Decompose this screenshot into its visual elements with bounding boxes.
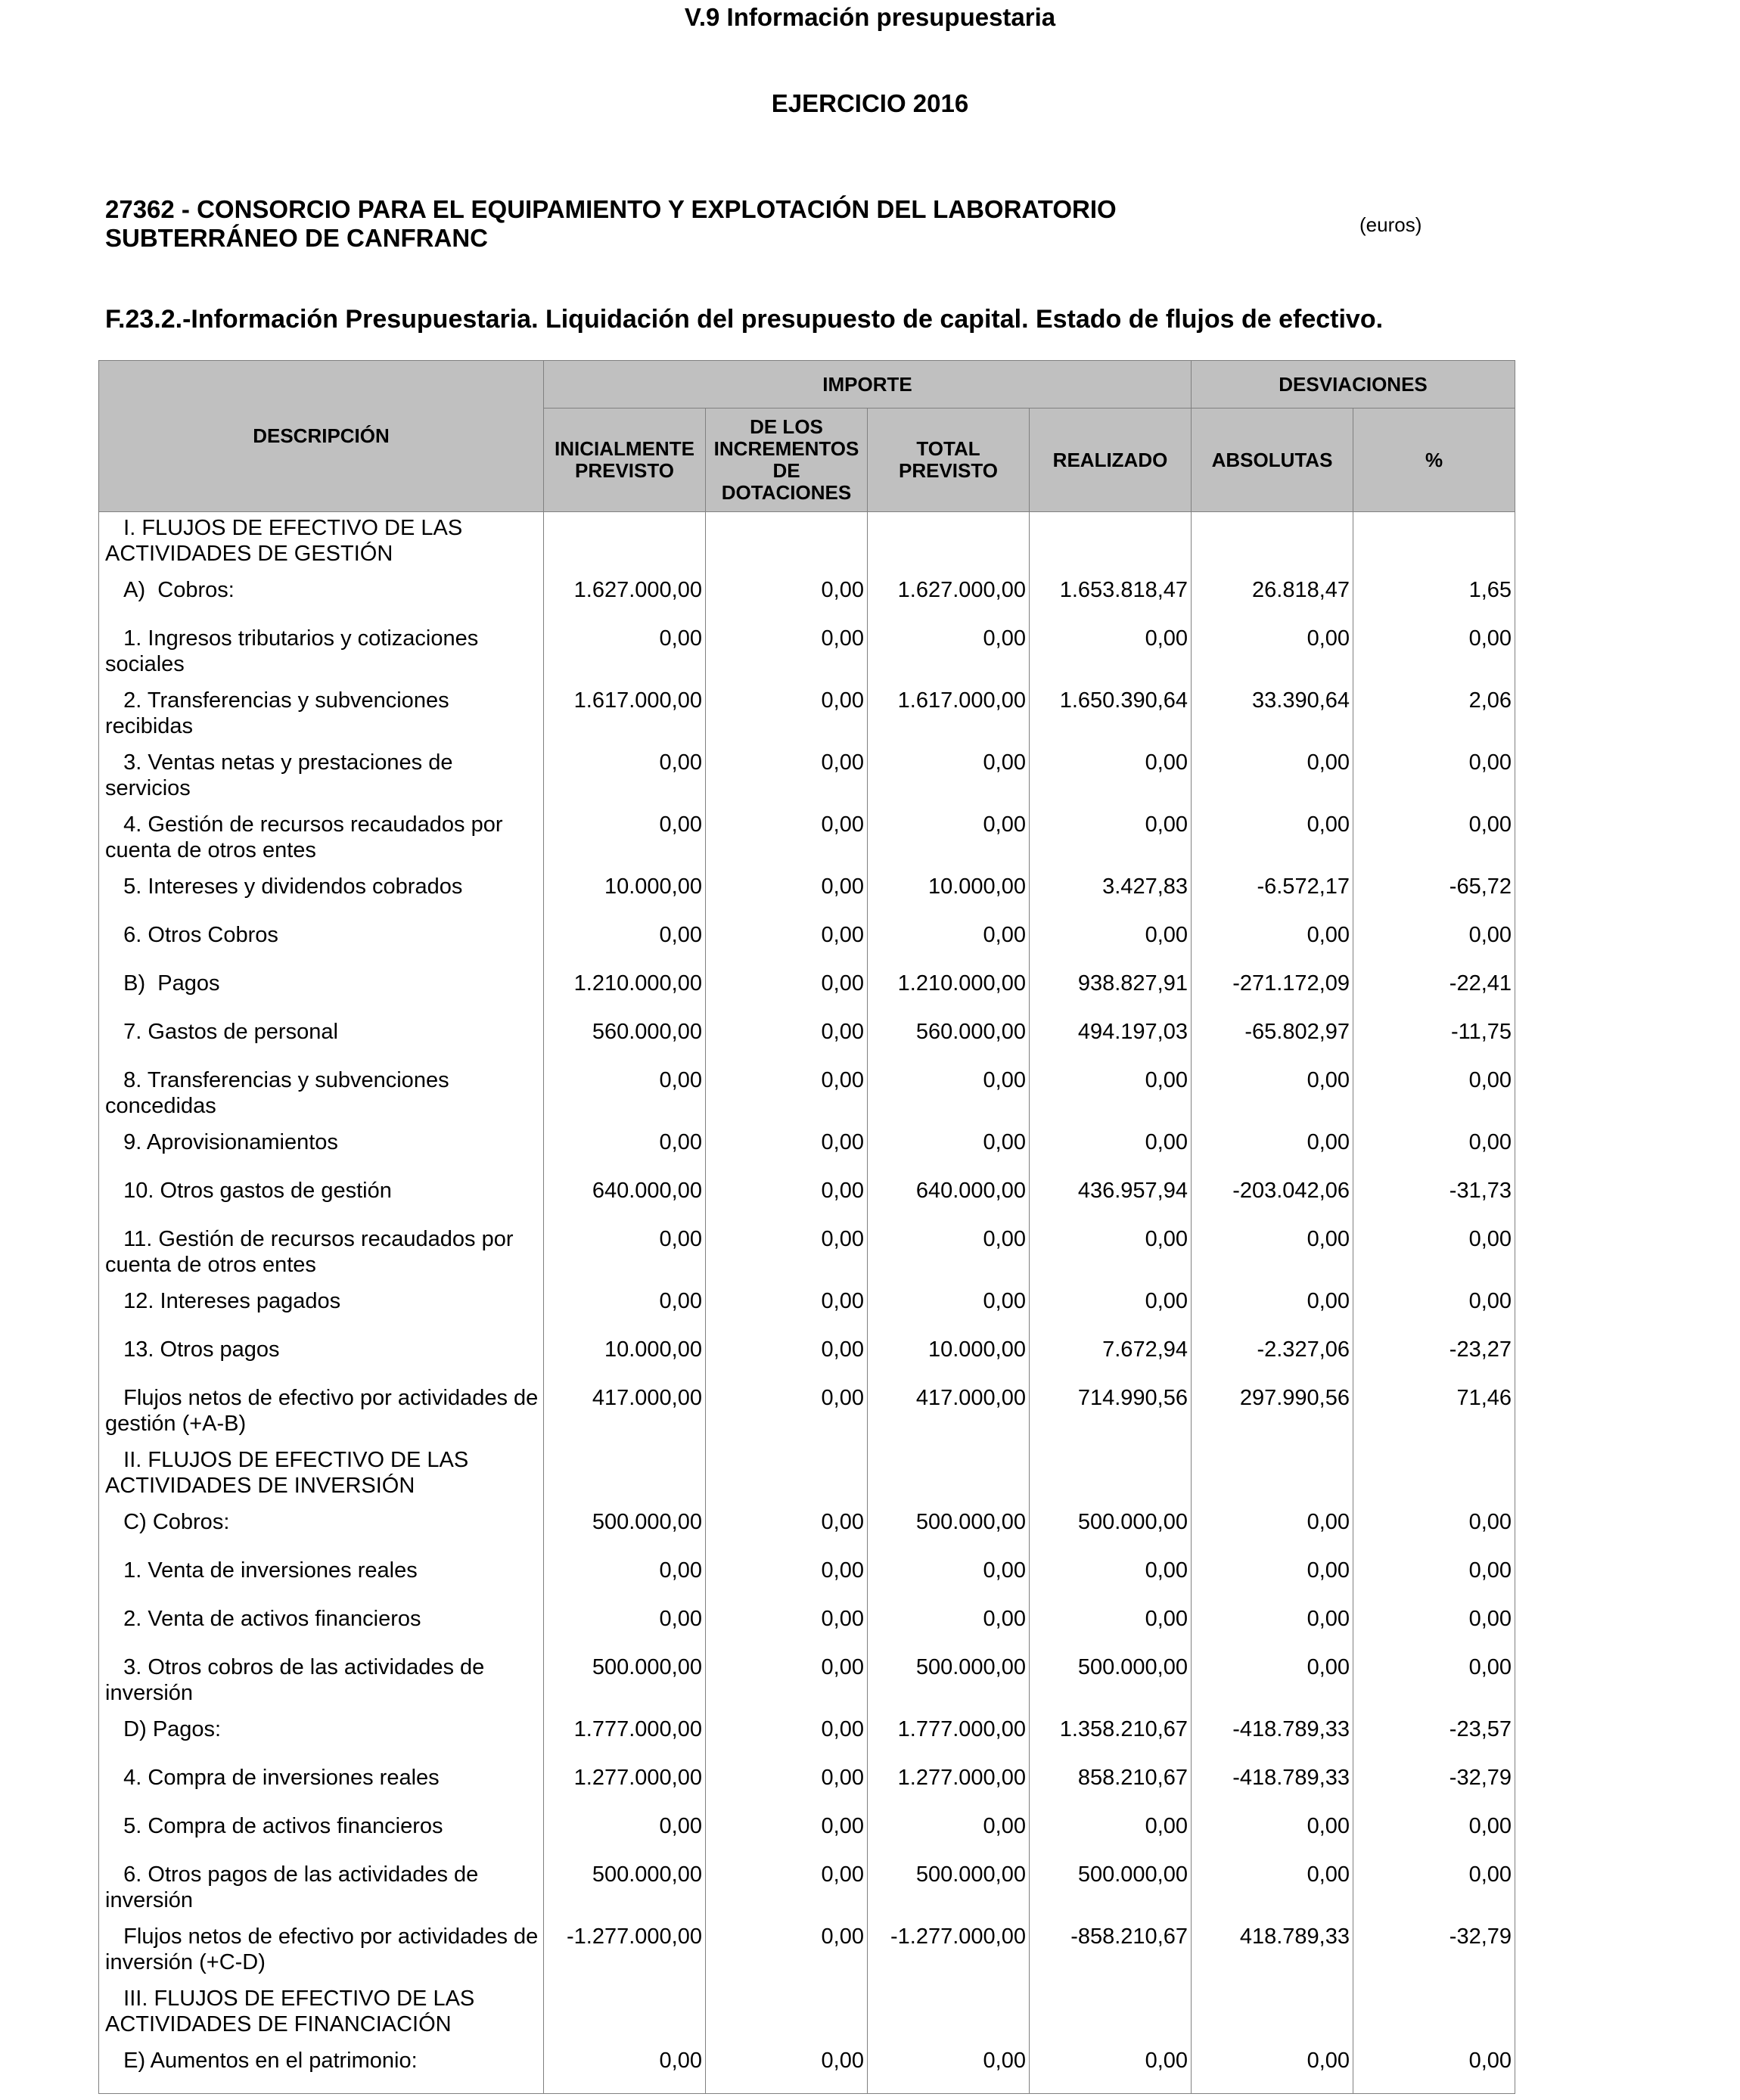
row-value: 0,00 — [544, 1285, 706, 1334]
row-value: 0,00 — [868, 1810, 1030, 1859]
row-value: 0,00 — [706, 1506, 868, 1555]
row-value: 0,00 — [868, 1285, 1030, 1334]
row-value: 938.827,91 — [1030, 968, 1192, 1016]
row-value: 858.210,67 — [1030, 1762, 1192, 1810]
col-inicialmente-previsto: INICIALMENTE PREVISTO — [544, 409, 706, 512]
units-label: (euros) — [1359, 213, 1422, 236]
row-value: -23,57 — [1353, 1713, 1515, 1762]
row-value: 0,00 — [706, 1334, 868, 1382]
table-row — [99, 1713, 1515, 1762]
row-value: 0,00 — [1192, 809, 1353, 871]
row-value: 0,00 — [706, 1810, 868, 1859]
row-value: 0,00 — [1030, 1555, 1192, 1603]
row-value: 0,00 — [1192, 1223, 1353, 1285]
table-row — [99, 1064, 1515, 1126]
row-label: E) Aumentos en el patrimonio: — [99, 2045, 544, 2094]
row-value: 1.277.000,00 — [868, 1762, 1030, 1810]
row-value: 71,46 — [1353, 1382, 1515, 1444]
row-value: 1.358.210,67 — [1030, 1713, 1192, 1762]
row-value — [868, 1983, 1030, 2045]
row-value: 2,06 — [1353, 685, 1515, 747]
row-value — [1030, 1444, 1192, 1506]
row-value — [1353, 512, 1515, 575]
row-value: 10.000,00 — [868, 871, 1030, 919]
row-label: 6. Otros Cobros — [99, 919, 544, 968]
row-value: 0,00 — [1353, 1651, 1515, 1713]
row-value: 0,00 — [544, 1603, 706, 1651]
row-label: 2. Venta de activos financieros — [99, 1603, 544, 1651]
table-row — [99, 809, 1515, 871]
row-value: 0,00 — [706, 1016, 868, 1064]
table-row — [99, 1555, 1515, 1603]
row-value: 1.777.000,00 — [868, 1713, 1030, 1762]
row-value: 500.000,00 — [868, 1651, 1030, 1713]
table-row — [99, 623, 1515, 685]
row-value: 0,00 — [706, 1859, 868, 1921]
row-value: 0,00 — [1353, 1064, 1515, 1126]
table-row — [99, 1810, 1515, 1859]
row-value: 0,00 — [868, 623, 1030, 685]
row-value — [1192, 512, 1353, 575]
table-row — [99, 2045, 1515, 2094]
row-value: 500.000,00 — [1030, 1651, 1192, 1713]
row-value: 418.789,33 — [1192, 1921, 1353, 1983]
row-value: 0,00 — [1192, 2045, 1353, 2094]
table-row — [99, 747, 1515, 809]
table-row — [99, 1651, 1515, 1713]
ejercicio-title: EJERCICIO 2016 — [771, 89, 969, 117]
row-value: 0,00 — [544, 1126, 706, 1175]
row-value: 0,00 — [706, 968, 868, 1016]
row-value: 0,00 — [1192, 1651, 1353, 1713]
table-body — [99, 512, 1515, 2094]
row-value: -858.210,67 — [1030, 1921, 1192, 1983]
row-value: -65,72 — [1353, 871, 1515, 919]
row-value: 0,00 — [706, 1651, 868, 1713]
row-value: -418.789,33 — [1192, 1762, 1353, 1810]
row-value: -32,79 — [1353, 1762, 1515, 1810]
cash-flow-table — [98, 360, 1515, 2094]
row-value: 0,00 — [544, 1223, 706, 1285]
row-value — [1192, 1983, 1353, 2045]
col-desviaciones: DESVIACIONES — [1192, 361, 1515, 409]
row-label: C) Cobros: — [99, 1506, 544, 1555]
row-value: 0,00 — [706, 1223, 868, 1285]
section-row — [99, 512, 1515, 575]
row-label: 4. Gestión de recursos recaudados por cuenta de otros entes — [99, 809, 544, 871]
row-value: 0,00 — [1030, 1285, 1192, 1334]
row-value: 0,00 — [706, 574, 868, 623]
row-value: 0,00 — [1353, 1126, 1515, 1175]
row-value — [1192, 1444, 1353, 1506]
row-value: 0,00 — [544, 1064, 706, 1126]
row-value: 0,00 — [1030, 1223, 1192, 1285]
row-value — [1353, 1983, 1515, 2045]
row-value: 0,00 — [706, 1603, 868, 1651]
row-value: 0,00 — [706, 919, 868, 968]
row-label: Flujos netos de efectivo por actividades de inversión (+C-D) — [99, 1921, 544, 1983]
row-label: 4. Compra de inversiones reales — [99, 1762, 544, 1810]
row-value: 0,00 — [706, 623, 868, 685]
row-value: -11,75 — [1353, 1016, 1515, 1064]
row-value — [1353, 1444, 1515, 1506]
row-value: 500.000,00 — [544, 1506, 706, 1555]
row-label: 8. Transferencias y subvenciones concedidas — [99, 1064, 544, 1126]
row-value: 0,00 — [544, 1555, 706, 1603]
table-row — [99, 1506, 1515, 1555]
row-value: 494.197,03 — [1030, 1016, 1192, 1064]
row-value: 0,00 — [1192, 1603, 1353, 1651]
table-row — [99, 871, 1515, 919]
table-row — [99, 919, 1515, 968]
row-value — [544, 512, 706, 575]
row-value — [544, 1983, 706, 2045]
row-value: 1.617.000,00 — [544, 685, 706, 747]
row-value — [868, 512, 1030, 575]
row-value — [868, 1444, 1030, 1506]
row-value: 0,00 — [868, 747, 1030, 809]
row-value: 0,00 — [544, 2045, 706, 2094]
row-label: Flujos netos de efectivo por actividades de gestión (+A-B) — [99, 1382, 544, 1444]
table-row — [99, 1175, 1515, 1223]
row-value: 0,00 — [868, 1126, 1030, 1175]
row-label: III. FLUJOS DE EFECTIVO DE LAS ACTIVIDADES DE FINANCIACIÓN — [99, 1983, 544, 2045]
row-value: 0,00 — [1353, 1603, 1515, 1651]
row-label: 1. Venta de inversiones reales — [99, 1555, 544, 1603]
row-value: 0,00 — [706, 685, 868, 747]
row-value: 1.210.000,00 — [544, 968, 706, 1016]
row-value: 500.000,00 — [868, 1859, 1030, 1921]
row-value: -1.277.000,00 — [868, 1921, 1030, 1983]
row-value: 1.617.000,00 — [868, 685, 1030, 747]
row-value: 0,00 — [1353, 1555, 1515, 1603]
row-value: 0,00 — [544, 1810, 706, 1859]
row-value: 0,00 — [1192, 1555, 1353, 1603]
row-value: 0,00 — [1030, 809, 1192, 871]
row-value: 0,00 — [1192, 747, 1353, 809]
row-value: 0,00 — [1192, 1126, 1353, 1175]
row-value: 0,00 — [706, 1285, 868, 1334]
report-subtitle: F.23.2.-Información Presupuestaria. Liquidación del presupuesto de capital. Estado de flujos de efectivo. — [105, 305, 1384, 334]
row-value: -1.277.000,00 — [544, 1921, 706, 1983]
row-value: 26.818,47 — [1192, 574, 1353, 623]
row-value: 1,65 — [1353, 574, 1515, 623]
row-value: 0,00 — [1353, 2045, 1515, 2094]
row-value: 0,00 — [1030, 1810, 1192, 1859]
row-value: -6.572,17 — [1192, 871, 1353, 919]
section-row — [99, 1444, 1515, 1506]
row-label: 10. Otros gastos de gestión — [99, 1175, 544, 1223]
table-row — [99, 1126, 1515, 1175]
row-value: 0,00 — [868, 1223, 1030, 1285]
row-label: 13. Otros pagos — [99, 1334, 544, 1382]
row-value: 0,00 — [1192, 1285, 1353, 1334]
row-value: 10.000,00 — [544, 1334, 706, 1382]
row-value: -271.172,09 — [1192, 968, 1353, 1016]
row-value: 0,00 — [1353, 1223, 1515, 1285]
row-label: D) Pagos: — [99, 1713, 544, 1762]
row-value: 0,00 — [706, 1126, 868, 1175]
row-value: 560.000,00 — [868, 1016, 1030, 1064]
row-value: -32,79 — [1353, 1921, 1515, 1983]
row-value: 0,00 — [868, 1064, 1030, 1126]
row-value: 0,00 — [706, 2045, 868, 2094]
row-value: 3.427,83 — [1030, 871, 1192, 919]
row-value: 0,00 — [1030, 1603, 1192, 1651]
row-value — [706, 512, 868, 575]
table-row — [99, 1285, 1515, 1334]
row-label: A) Cobros: — [99, 574, 544, 623]
table-row — [99, 1762, 1515, 1810]
row-value: 0,00 — [706, 1555, 868, 1603]
row-value: 0,00 — [706, 871, 868, 919]
row-value: 0,00 — [868, 809, 1030, 871]
row-value: 0,00 — [1353, 1506, 1515, 1555]
section-title: V.9 Información presupuestaria — [684, 3, 1056, 31]
row-label: 2. Transferencias y subvenciones recibidas — [99, 685, 544, 747]
row-value: 0,00 — [544, 919, 706, 968]
row-value: 500.000,00 — [544, 1651, 706, 1713]
row-value: 0,00 — [868, 2045, 1030, 2094]
row-value — [706, 1983, 868, 2045]
row-value: 436.957,94 — [1030, 1175, 1192, 1223]
row-value: 7.672,94 — [1030, 1334, 1192, 1382]
row-value: 0,00 — [868, 1555, 1030, 1603]
row-value: -418.789,33 — [1192, 1713, 1353, 1762]
row-label: 1. Ingresos tributarios y cotizaciones sociales — [99, 623, 544, 685]
row-value — [544, 1444, 706, 1506]
row-value: 417.000,00 — [868, 1382, 1030, 1444]
row-value: 0,00 — [706, 1175, 868, 1223]
row-value: 0,00 — [1030, 1126, 1192, 1175]
row-value: -31,73 — [1353, 1175, 1515, 1223]
row-label: 3. Otros cobros de las actividades de inversión — [99, 1651, 544, 1713]
row-value: 0,00 — [1192, 623, 1353, 685]
row-value: 0,00 — [1353, 809, 1515, 871]
col-total-previsto: TOTAL PREVISTO — [868, 409, 1030, 512]
row-value: 0,00 — [1030, 1064, 1192, 1126]
row-value: -22,41 — [1353, 968, 1515, 1016]
row-value: 0,00 — [1353, 623, 1515, 685]
table-row — [99, 1223, 1515, 1285]
row-value: 640.000,00 — [544, 1175, 706, 1223]
row-value: 0,00 — [1030, 2045, 1192, 2094]
row-value: 297.990,56 — [1192, 1382, 1353, 1444]
row-value: 1.210.000,00 — [868, 968, 1030, 1016]
row-value: -23,27 — [1353, 1334, 1515, 1382]
row-value: 1.627.000,00 — [868, 574, 1030, 623]
section-row — [99, 1983, 1515, 2045]
table-row — [99, 685, 1515, 747]
table-row — [99, 574, 1515, 623]
row-value: 500.000,00 — [868, 1506, 1030, 1555]
row-value: 0,00 — [706, 1064, 868, 1126]
row-value: 10.000,00 — [544, 871, 706, 919]
row-value: 1.650.390,64 — [1030, 685, 1192, 747]
table-row — [99, 1859, 1515, 1921]
row-value: 417.000,00 — [544, 1382, 706, 1444]
row-label: II. FLUJOS DE EFECTIVO DE LAS ACTIVIDADES DE INVERSIÓN — [99, 1444, 544, 1506]
row-value: 1.777.000,00 — [544, 1713, 706, 1762]
row-value: 0,00 — [1353, 1285, 1515, 1334]
col-absolutas: ABSOLUTAS — [1192, 409, 1353, 512]
row-label: 6. Otros pagos de las actividades de inversión — [99, 1859, 544, 1921]
header-row-1 — [99, 361, 1515, 409]
row-label: 5. Compra de activos financieros — [99, 1810, 544, 1859]
row-value: 0,00 — [544, 623, 706, 685]
table-row — [99, 1603, 1515, 1651]
row-value: 0,00 — [1353, 1859, 1515, 1921]
row-value: 714.990,56 — [1030, 1382, 1192, 1444]
row-value — [1030, 1983, 1192, 2045]
row-value: 1.277.000,00 — [544, 1762, 706, 1810]
table-row — [99, 1334, 1515, 1382]
row-label: 5. Intereses y dividendos cobrados — [99, 871, 544, 919]
row-value: 10.000,00 — [868, 1334, 1030, 1382]
row-value: 0,00 — [706, 809, 868, 871]
col-realizado: REALIZADO — [1030, 409, 1192, 512]
row-value: 0,00 — [868, 1603, 1030, 1651]
row-value: 0,00 — [1192, 1810, 1353, 1859]
row-value: 0,00 — [868, 919, 1030, 968]
row-value: 0,00 — [706, 1382, 868, 1444]
row-value: 560.000,00 — [544, 1016, 706, 1064]
row-value: 1.653.818,47 — [1030, 574, 1192, 623]
col-incrementos: DE LOS INCREMENTOS DE DOTACIONES — [706, 409, 868, 512]
row-value: 0,00 — [544, 747, 706, 809]
row-value: 500.000,00 — [1030, 1859, 1192, 1921]
row-value: 0,00 — [1192, 919, 1353, 968]
row-value: 0,00 — [1030, 623, 1192, 685]
row-value: 0,00 — [1353, 1810, 1515, 1859]
row-value: -65.802,97 — [1192, 1016, 1353, 1064]
row-value: 0,00 — [1192, 1506, 1353, 1555]
row-label: 9. Aprovisionamientos — [99, 1126, 544, 1175]
row-value: 0,00 — [706, 1713, 868, 1762]
col-pct: % — [1353, 409, 1515, 512]
row-value — [1030, 512, 1192, 575]
row-value: 0,00 — [1192, 1064, 1353, 1126]
row-value: 0,00 — [706, 1762, 868, 1810]
row-value: 0,00 — [706, 1921, 868, 1983]
row-value: 0,00 — [1030, 919, 1192, 968]
row-label: B) Pagos — [99, 968, 544, 1016]
row-label: 12. Intereses pagados — [99, 1285, 544, 1334]
entity-title: 27362 - CONSORCIO PARA EL EQUIPAMIENTO Y EXPLOTACIÓN DEL LABORATORIO SUBTERRÁNEO DE CANFRANC — [105, 195, 1117, 252]
table-row — [99, 968, 1515, 1016]
row-value: 0,00 — [706, 747, 868, 809]
row-value: 0,00 — [1353, 747, 1515, 809]
table-row — [99, 1016, 1515, 1064]
row-value — [706, 1444, 868, 1506]
row-label: 11. Gestión de recursos recaudados por cuenta de otros entes — [99, 1223, 544, 1285]
table-row — [99, 1921, 1515, 1983]
row-value: -203.042,06 — [1192, 1175, 1353, 1223]
row-label: 7. Gastos de personal — [99, 1016, 544, 1064]
row-value: 0,00 — [1030, 747, 1192, 809]
row-value: 1.627.000,00 — [544, 574, 706, 623]
row-value: -2.327,06 — [1192, 1334, 1353, 1382]
row-label: 3. Ventas netas y prestaciones de servicios — [99, 747, 544, 809]
row-value: 640.000,00 — [868, 1175, 1030, 1223]
col-importe: IMPORTE — [544, 361, 1192, 409]
row-label: I. FLUJOS DE EFECTIVO DE LAS ACTIVIDADES DE GESTIÓN — [99, 512, 544, 575]
row-value: 0,00 — [1192, 1859, 1353, 1921]
row-value: 500.000,00 — [1030, 1506, 1192, 1555]
table-row — [99, 1382, 1515, 1444]
row-value: 500.000,00 — [544, 1859, 706, 1921]
row-value: 0,00 — [544, 809, 706, 871]
row-value: 0,00 — [1353, 919, 1515, 968]
row-value: 33.390,64 — [1192, 685, 1353, 747]
col-descripcion: DESCRIPCIÓN — [99, 361, 544, 512]
